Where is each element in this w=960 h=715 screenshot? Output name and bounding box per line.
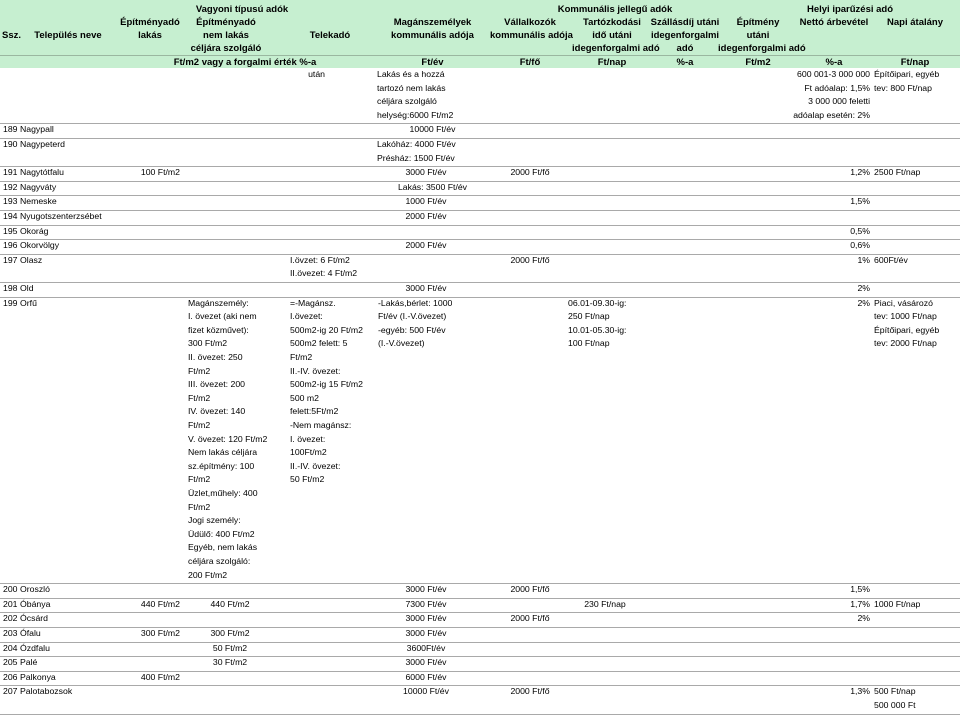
cell-maganszem: -Lakás,bérlet: 1000: [378, 297, 453, 308]
cell-telekado: 500m2-ig 20 Ft/m2: [290, 324, 363, 335]
cell-num: 189: [3, 124, 18, 135]
cell-maganszem: 3000 Ft/év: [405, 657, 447, 668]
cell-nemlakas: 300 Ft/m2: [188, 338, 228, 349]
col-szallasdij-3: adó: [676, 43, 694, 54]
table-row: [0, 166, 960, 182]
cell-num: 203: [3, 628, 18, 638]
cell-nemlakas: Ft/m2: [188, 501, 211, 512]
cell-telekado: II.-IV. övezet:: [290, 460, 341, 471]
cell-nemlakas: Ft/m2: [188, 365, 211, 376]
cell-netto: adóalap esetén: 2%: [793, 109, 870, 120]
cell-maganszem: 3000 Ft/év: [405, 283, 447, 293]
cell-napi: 1000 Ft/nap: [874, 598, 921, 609]
cell-name: Palotabozsok: [20, 686, 73, 697]
table-row: [0, 282, 960, 298]
col-szallasdij-1: Szállásdíj utáni: [650, 17, 720, 28]
col-epitmeny-lakas-1: Építményadó: [120, 17, 180, 28]
cell-nemlakas: IV. övezet: 140: [188, 406, 246, 417]
cell-napi: tev: 2000 Ft/nap: [874, 338, 937, 349]
cell-num: 196: [3, 240, 18, 251]
table-row: [0, 583, 960, 599]
cell-nemlakas: I. övezet (aki nem: [188, 311, 257, 322]
table-row: [0, 642, 960, 658]
cell-telekado: I. övezet:: [290, 433, 326, 444]
cell-vallalk: 2000 Ft/fő: [510, 254, 550, 265]
cell-vallalk: 2000 Ft/fő: [510, 167, 550, 178]
cell-netto: 1,3%: [850, 686, 870, 697]
cell-maganszem: 3000 Ft/év: [405, 584, 447, 595]
cell-nemlakas: 30 Ft/m2: [212, 657, 248, 668]
cell-nemlakas: sz.építmény: 100: [188, 460, 255, 471]
cell-lakas: 100 Ft/m2: [140, 167, 180, 178]
cell-num: 190: [3, 139, 18, 149]
cell-maganszem: (I.-V.övezet): [378, 338, 425, 349]
cell-nemlakas: II. övezet: 250: [188, 351, 243, 362]
cell-napi: tev: 800 Ft/nap: [874, 82, 932, 93]
unit-epitm: Ft/m2: [745, 57, 771, 68]
cell-napi: 500 Ft/nap: [874, 686, 916, 697]
cell-nemlakas: 300 Ft/m2: [210, 628, 250, 638]
cell-nemlakas: Üdülő: 400 Ft/m2: [188, 528, 255, 539]
cell-nemlakas: Jogi személy:: [188, 515, 241, 526]
table-row: [0, 68, 960, 124]
cell-tartozk: 10.01-05.30-ig:: [568, 324, 627, 335]
cell-netto: 3 000 000 feletti: [808, 96, 870, 107]
cell-vallalk: 2000 Ft/fő: [510, 613, 550, 624]
cell-maganszem: 3000 Ft/év: [405, 628, 447, 638]
cell-name: Okorág: [20, 225, 49, 236]
cell-name: Nagyváty: [20, 181, 57, 192]
cell-nemlakas: 440 Ft/m2: [210, 598, 250, 609]
group-vagyoni: Vagyoni típusú adók: [195, 4, 289, 15]
cell-napi: 500 000 Ft: [874, 699, 916, 710]
col-tartozkodasi-2: idő utáni: [592, 30, 632, 41]
cell-telek: Lakás és a hozzá: [377, 69, 445, 79]
cell-vallalk: 2000 Ft/fő: [510, 686, 550, 697]
cell-tartozk: 230 Ft/nap: [584, 598, 626, 609]
cell-napi: Építőipari, egyéb: [874, 69, 940, 79]
cell-nemlakas: céljára szolgáló:: [188, 555, 251, 566]
cell-num: 191: [3, 167, 18, 178]
cell-telek: 10000 Ft/év: [409, 124, 456, 135]
cell-telekado: felett:5Ft/m2: [290, 406, 339, 417]
unit-vallalk: Ft/fő: [519, 57, 541, 68]
cell-napi: 2500 Ft/nap: [874, 167, 921, 178]
cell-nemlakas: Ft/m2: [188, 474, 211, 485]
unit-szallas: %-a: [676, 57, 694, 68]
unit-napi: Ft/nap: [900, 57, 930, 68]
cell-name: Palkonya: [20, 671, 56, 682]
table-row: [0, 181, 960, 197]
cell-netto: 1,5%: [850, 196, 870, 207]
col-napi: Napi átalány: [887, 17, 943, 28]
cell-num: 199: [3, 297, 18, 308]
cell-name: Orfű: [20, 297, 37, 308]
cell-name: Okorvölgy: [20, 240, 60, 251]
cell-telek: Lakás: 3500 Ft/év: [397, 181, 468, 192]
cell-maganszem: 6000 Ft/év: [405, 671, 447, 682]
group-kommunalis: Kommunális jellegű adók: [557, 4, 673, 15]
col-telekado: Telekadó: [309, 30, 351, 41]
cell-nemlakas: Egyéb, nem lakás: [188, 542, 258, 553]
cell-name: Ófalu: [20, 628, 41, 638]
col-tartozkodasi-3: idegenforgalmi adó: [572, 43, 660, 54]
cell-maganszem: 10000 Ft/év: [403, 686, 449, 697]
cell-nemlakas: Üzlet,műhely: 400: [188, 487, 258, 498]
cell-name: Nagypall: [20, 124, 54, 135]
cell-name: Nagypeterd: [20, 139, 65, 149]
table-row: [0, 123, 960, 139]
col-maganszemelyek-1: Magánszemélyek: [393, 17, 472, 28]
cell-telekado: 500 m2: [290, 392, 319, 403]
cell-maganszem: 3000 Ft/év: [405, 613, 447, 624]
cell-tartozk: 250 Ft/nap: [568, 311, 610, 322]
cell-maganszem: 7300 Ft/év: [405, 598, 447, 609]
col-maganszemelyek-2: kommunális adója: [391, 30, 474, 41]
cell-num: 207: [3, 686, 18, 697]
unit-lakas: Ft/m2 vagy a forgalmi érték %-a: [173, 57, 317, 68]
cell-nemlakas: 50 Ft/m2: [212, 642, 248, 653]
cell-netto: 1,7%: [850, 598, 870, 609]
cell-maganszem: Ft/év (I.-V.övezet): [378, 311, 447, 322]
cell-maganszem: 3600Ft/év: [406, 642, 446, 653]
table-row: [0, 138, 960, 167]
cell-num: 206: [3, 671, 18, 682]
col-epitmeny-nemlakas-3: céljára szolgáló: [190, 43, 262, 54]
col-epitmeny-ifa-1: Építmény: [736, 17, 780, 28]
cell-nemlakas: III. övezet: 200: [188, 379, 245, 390]
cell-telek: helység:6000 Ft/m2: [377, 109, 454, 120]
table-row: [0, 627, 960, 643]
col-telepules: Település neve: [34, 30, 102, 41]
cell-netto: 1,5%: [850, 584, 870, 595]
cell-name: Nagytótfalu: [20, 167, 64, 178]
cell-name: Ózdfalu: [20, 642, 50, 653]
cell-name: Ócsárd: [20, 613, 49, 624]
cell-napi: tev: 1000 Ft/nap: [874, 311, 937, 322]
cell-num: 194: [3, 211, 18, 221]
cell-napi: Piaci, vásározó: [874, 297, 933, 308]
cell-nemlakas: Ft/m2: [188, 419, 211, 430]
col-vallalkozok-1: Vállalkozók: [504, 17, 556, 28]
cell-netto: 0,6%: [850, 240, 870, 251]
cell-nemlakas: Ft/m2: [188, 392, 211, 403]
table-row: [0, 656, 960, 672]
col-epitmeny-ifa-3: idegenforgalmi adó: [718, 43, 806, 54]
cell-napi: Építőipari, egyéb: [874, 324, 940, 335]
cell-nemlakas: 200 Ft/m2: [188, 569, 228, 580]
cell-num: 201: [3, 598, 18, 609]
cell-name: Nemeske: [20, 196, 57, 207]
group-helyi: Helyi iparűzési adó: [806, 4, 894, 15]
cell-num: 195: [3, 225, 18, 236]
cell-nemlakas: után: [308, 69, 325, 79]
cell-netto: 1,2%: [850, 167, 870, 178]
cell-telekado: 500m2 felett: 5: [290, 338, 348, 349]
cell-name: Olasz: [20, 254, 43, 265]
table-row: [0, 685, 960, 714]
cell-nemlakas: fizet közművet):: [188, 324, 249, 335]
cell-telek: Lakóház: 4000 Ft/év: [377, 139, 456, 149]
cell-netto: 1%: [857, 254, 870, 265]
cell-num: 200: [3, 584, 18, 595]
col-epitmeny-ifa-2: utáni: [746, 30, 770, 41]
cell-lakas: 300 Ft/m2: [140, 628, 180, 638]
cell-netto: 0,5%: [850, 225, 870, 236]
cell-netto: 2%: [857, 613, 870, 624]
table-row: [0, 297, 960, 585]
cell-telek: tartozó nem lakás: [377, 82, 446, 93]
cell-name: Palé: [20, 657, 38, 668]
cell-telekado: 100Ft/m2: [290, 447, 327, 458]
cell-napi: 600Ft/év: [874, 254, 908, 265]
table-row: [0, 254, 960, 283]
table-row: [0, 612, 960, 628]
cell-maganszem: -egyéb: 500 Ft/év: [378, 324, 446, 335]
cell-netto: Ft adóalap: 1,5%: [804, 82, 870, 93]
cell-num: 198: [3, 283, 18, 293]
cell-name: Oroszló: [20, 584, 50, 595]
cell-lakas: 440 Ft/m2: [140, 598, 180, 609]
cell-maganszem: 2000 Ft/év: [405, 211, 447, 221]
cell-num: 202: [3, 613, 18, 624]
cell-netto: 2%: [857, 283, 870, 293]
cell-telek: Présház: 1500 Ft/év: [377, 152, 455, 163]
cell-num: 205: [3, 657, 18, 668]
cell-telekado: 50 Ft/m2: [290, 474, 325, 485]
col-epitmeny-nemlakas-2: nem lakás: [203, 30, 249, 41]
cell-vallalk: 2000 Ft/fő: [510, 584, 550, 595]
unit-netto: %-a: [825, 57, 843, 68]
cell-lakas: 400 Ft/m2: [140, 671, 180, 682]
cell-telekado: -Nem magánsz:: [290, 419, 352, 430]
cell-num: 204: [3, 642, 18, 653]
cell-telekado: II.övezet: 4 Ft/m2: [290, 268, 358, 279]
col-tartozkodasi-1: Tartózkodási: [583, 17, 641, 28]
cell-name: Old: [20, 283, 34, 293]
cell-nemlakas: V. övezet: 120 Ft/m2: [188, 433, 268, 444]
col-epitmeny-nemlakas-1: Építményadó: [196, 17, 256, 28]
cell-telekado: 500m2-ig 15 Ft/m2: [290, 379, 363, 390]
cell-telekado: Ft/m2: [290, 351, 313, 362]
cell-netto: 2%: [857, 297, 870, 308]
cell-telekado: II.-IV. övezet:: [290, 365, 341, 376]
col-epitmeny-lakas-2: lakás: [138, 30, 162, 41]
col-netto: Nettó árbevétel: [799, 17, 869, 28]
table-row: [0, 239, 960, 255]
table-header: [0, 0, 960, 68]
col-ssz: Ssz.: [2, 30, 22, 41]
unit-tartozk: Ft/nap: [597, 57, 627, 68]
cell-num: 192: [3, 181, 18, 192]
unit-telek: Ft/év: [421, 57, 444, 68]
cell-maganszem: 1000 Ft/év: [405, 196, 447, 207]
cell-telekado: I.övezet:: [290, 311, 323, 322]
cell-tartozk: 100 Ft/nap: [568, 338, 610, 349]
cell-name: Óbánya: [20, 598, 51, 609]
cell-num: 197: [3, 254, 18, 265]
cell-maganszem: 2000 Ft/év: [405, 240, 447, 251]
table-row: [0, 671, 960, 687]
cell-telekado: I.övzet: 6 Ft/m2: [290, 254, 350, 265]
table-row: [0, 598, 960, 614]
cell-telekado: =-Magánsz.: [290, 297, 336, 308]
table-row: [0, 225, 960, 241]
cell-telek: céljára szolgáló: [377, 96, 437, 107]
table-row: [0, 195, 960, 211]
table-row: [0, 210, 960, 226]
col-vallalkozok-2: kommunális adója: [490, 30, 573, 41]
col-szallasdij-2: idegenforgalmi: [650, 30, 720, 41]
cell-name: Nyugotszenterzsébet: [20, 211, 102, 221]
cell-netto: 600 001-3 000 000: [797, 69, 870, 79]
cell-num: 193: [3, 196, 18, 207]
cell-maganszem: 3000 Ft/év: [405, 167, 447, 178]
cell-tartozk: 06.01-09.30-ig:: [568, 297, 627, 308]
cell-nemlakas: Nem lakás céljára: [188, 447, 258, 458]
cell-nemlakas: Magánszemély:: [188, 297, 249, 308]
